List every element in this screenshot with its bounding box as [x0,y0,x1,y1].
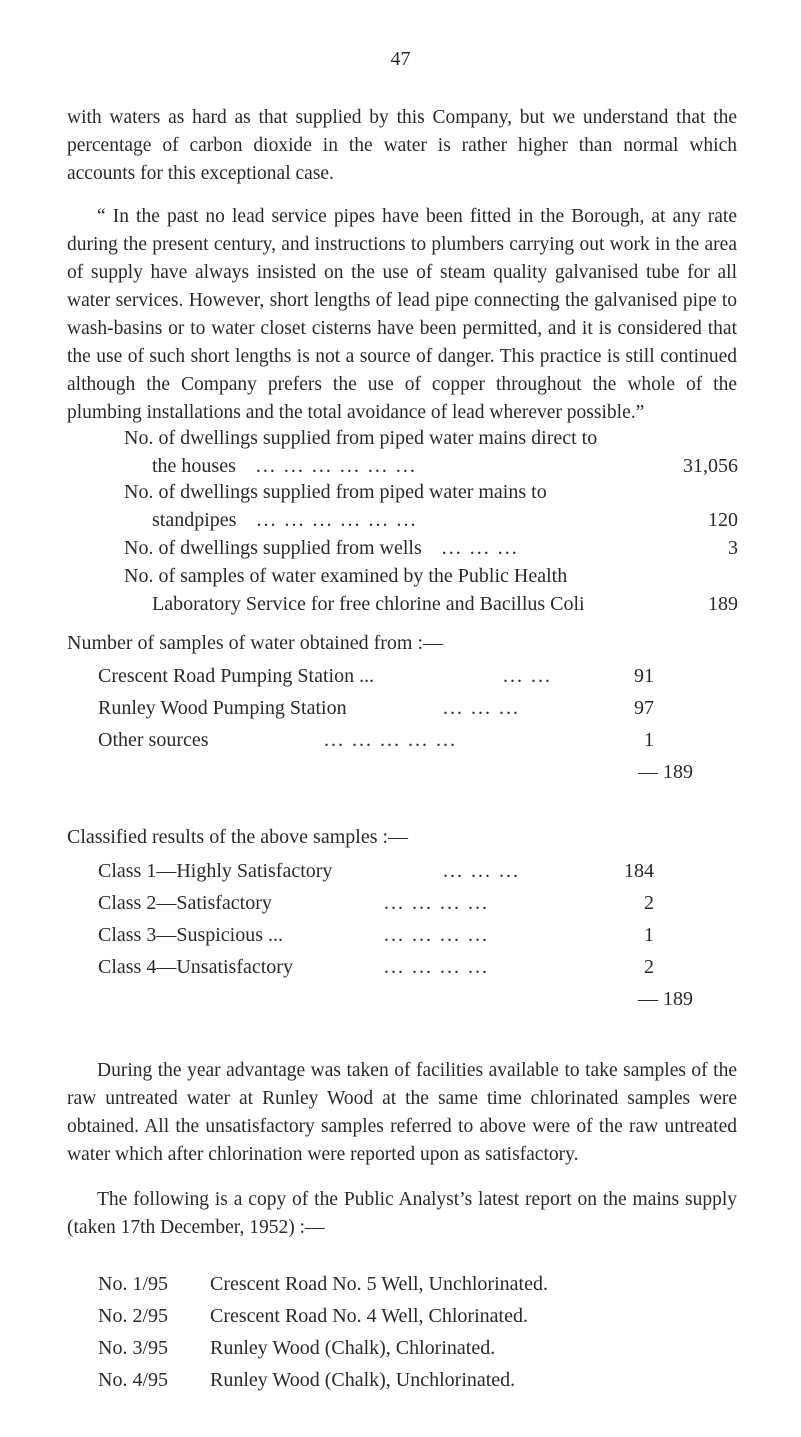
leader-dots: ... ... ... [441,537,519,559]
classified-heading: Classified results of the above samples :— [67,826,409,848]
stat-dwellings-standpipes [124,478,740,534]
stat-value: 31,056 [683,455,738,477]
stat-label-line2: standpipes [152,509,237,531]
leader-dots: ... ... ... ... [384,924,489,946]
stat-label-line1: No. of dwellings supplied from piped water mains to [124,481,547,503]
stat-value: 189 [708,593,738,615]
sample-label: Runley Wood Pumping Station [98,697,347,719]
stat-label-line2: the houses [152,455,236,477]
report-number: No. 1/95 [98,1273,168,1295]
report-row [98,1366,515,1394]
class-label: Class 2—Satisfactory [98,892,272,914]
report-number: No. 2/95 [98,1305,168,1327]
class-label: Class 4—Unsatisfactory [98,956,293,978]
page-number: 47 [390,48,411,70]
report-description: Crescent Road No. 4 Well, Chlorinated. [210,1305,528,1327]
report-description: Runley Wood (Chalk), Chlorinated. [210,1337,496,1359]
leader-dots: ... ... ... ... ... ... [255,455,417,477]
report-row [98,1302,528,1330]
stat-label-line2: Laboratory Service for free chlorine and Bacillus Coli [152,593,585,615]
samples-heading: Number of samples of water obtained from :— [67,632,444,654]
class-value: 1 [644,924,654,946]
paragraph-raw-water: During the year advantage was taken of facilities available to take samples of the raw untreated water at Runley Wood at the same time chlorinated samples were obtained. All the unsatisfactory samples referred to above were of the raw untreated water which after chlorination were reported upon as satisfactory. [67,1060,737,1165]
report-row [98,1334,495,1362]
report-row [98,1270,548,1298]
sample-value: 1 [644,729,654,751]
leader-dots: ... ... ... ... [384,892,489,914]
stat-label-line1: No. of samples of water examined by the Public Health [124,565,568,587]
samples-total: — 189 [638,761,693,783]
leader-dots: ... ... ... ... ... ... [256,509,418,531]
stat-dwellings-wells [124,534,740,562]
sample-label: Other sources [98,729,209,751]
stat-dwellings-direct [124,424,740,480]
sample-value: 97 [634,697,654,719]
leader-dots: ... ... ... ... [384,956,489,978]
sample-label: Crescent Road Pumping Station ... [98,665,375,687]
leader-dots: ... ... [503,665,552,687]
stat-value: 3 [728,537,738,559]
report-number: No. 3/95 [98,1337,168,1359]
class-label: Class 3—Suspicious ... [98,924,284,946]
class-value: 2 [644,892,654,914]
leader-dots: ... ... ... [443,697,520,719]
report-number: No. 4/95 [98,1369,168,1391]
class-value: 184 [624,860,654,882]
report-description: Crescent Road No. 5 Well, Unchlorinated. [210,1273,548,1295]
report-description: Runley Wood (Chalk), Unchlorinated. [210,1369,516,1391]
sample-value: 91 [634,665,654,687]
leader-dots: ... ... ... ... ... [324,729,457,751]
stat-label-line1: No. of dwellings supplied from wells [124,537,422,559]
stat-samples-examined [124,562,740,618]
leader-dots: ... ... ... [443,860,520,882]
paragraph-analyst-report: The following is a copy of the Public Analyst’s latest report on the mains supply (taken 17th December, 1952) :— [67,1189,737,1238]
classes-total: — 189 [638,988,693,1010]
stat-value: 120 [708,509,738,531]
paragraph-carbon-dioxide: with waters as hard as that supplied by this Company, but we understand that the percentage of carbon dioxide in the water is rather higher than normal which accounts for this exceptional case. [67,107,737,184]
stat-label-line1: No. of dwellings supplied from piped water mains direct to [124,427,598,449]
class-label: Class 1—Highly Satisfactory [98,860,333,882]
paragraph-lead-pipes: “ In the past no lead service pipes have been fitted in the Borough, at any rate during the present century, and instructions to plumbers carrying out work in the area of supply have always insisted on the use of steam quality galvanised tube for all water services. However, short lengths of lead pipe connecting the galvanised pipe to wash-basins or to water closet cisterns have been permitted, and it is considered that the use of such short lengths is not a source of danger. This practice is still continued although the Company prefers the use of copper throughout the whole of the plumbing installations and the total avoidance of lead wherever possible.” [67,206,737,423]
class-value: 2 [644,956,654,978]
